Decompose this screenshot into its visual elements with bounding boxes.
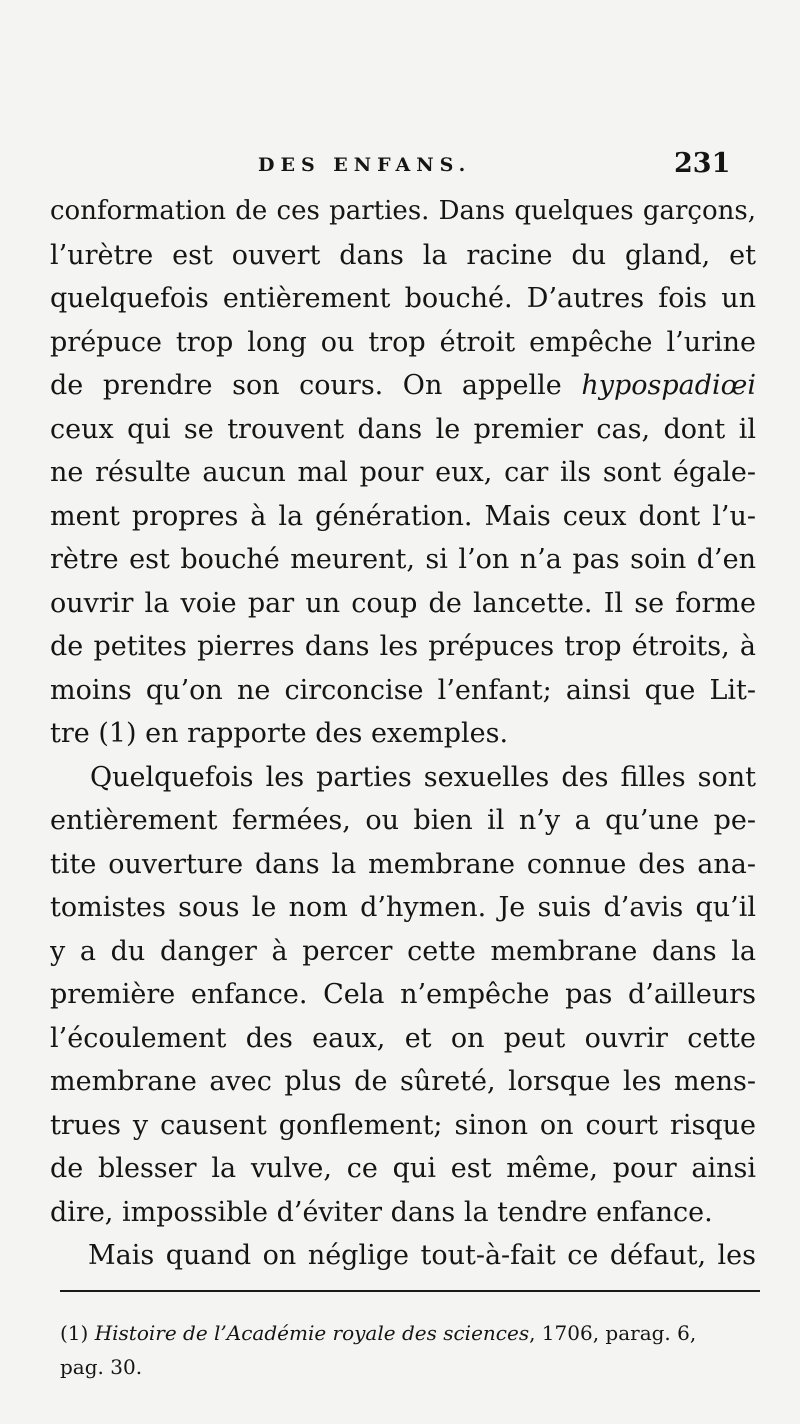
body-text	[50, 190, 756, 1278]
text-line: première enfance. Cela n’empêche pas d’ailleurs	[50, 979, 756, 1010]
text-line: de blesser la vulve, ce qui est même, pour ainsi	[50, 1153, 756, 1184]
text-line: rètre est bouché meurent, si l’on n’a pas soin d’en	[50, 544, 756, 575]
text-line: entièrement fermées, ou bien il n’y a qu’une pe-	[50, 805, 756, 836]
footnote-marker: (1)	[60, 1321, 95, 1345]
text-line: tre (1) en rapporte des exemples.	[50, 718, 509, 749]
text-line: membrane avec plus de sûreté, lorsque les mens-	[50, 1066, 756, 1097]
italic-term: hypospadiœi	[581, 370, 756, 401]
text-line: Mais quand on néglige tout-à-fait ce défaut, les	[88, 1240, 756, 1271]
text-line: ouvrir la voie par un coup de lancette. Il se forme	[50, 587, 756, 619]
text-line: tite ouverture dans la membrane connue des ana-	[50, 848, 756, 880]
text-line: ment propres à la génération. Mais ceux dont l’u-	[50, 500, 756, 532]
footnote-line-2: pag. 30.	[60, 1355, 143, 1379]
text-line: Quelquefois les parties sexuelles des filles sont	[90, 761, 756, 793]
page-header	[0, 148, 800, 188]
footnote-title: Histoire de l’Académie royale des sciences	[94, 1321, 530, 1345]
text-line: y a du danger à percer cette membrane dans la	[50, 935, 756, 967]
text-line: trues y causent gonflement; sinon on court risque	[50, 1109, 756, 1141]
text-line: tomistes sous le nom d’hymen. Je suis d’avis qu’il	[50, 892, 756, 923]
footnote-rule	[60, 1290, 760, 1292]
text-line: ceux qui se trouvent dans le premier cas, dont il	[50, 413, 756, 445]
text-line: ne résulte aucun mal pour eux, car ils sont égale-	[50, 457, 756, 488]
text-line: quelquefois entièrement bouché. D’autres fois un	[50, 283, 756, 314]
text-line: de petites pierres dans les prépuces trop étroits, à	[50, 631, 756, 662]
text-line: prépuce trop long ou trop étroit empêche l’urine	[50, 326, 756, 358]
footnote	[60, 1316, 760, 1384]
page-number: 231	[674, 148, 731, 179]
footnote-rest: , 1706, parag. 6,	[529, 1321, 697, 1345]
text-line-start: de prendre son cours. On appelle	[50, 370, 582, 401]
text-line: l’urètre est ouvert dans la racine du gland, et	[50, 239, 756, 271]
text-line: moins qu’on ne circoncise l’enfant; ainsi que Lit-	[50, 674, 756, 706]
text-line: dire, impossible d’éviter dans la tendre enfance.	[50, 1196, 713, 1228]
text-line: conformation de ces parties. Dans quelques garçons,	[50, 196, 756, 226]
running-head: DES ENFANS.	[258, 154, 472, 176]
text-line	[50, 364, 756, 408]
footnote-line	[60, 1316, 760, 1350]
text-line: l’écoulement des eaux, et on peut ouvrir cette	[50, 1022, 756, 1054]
